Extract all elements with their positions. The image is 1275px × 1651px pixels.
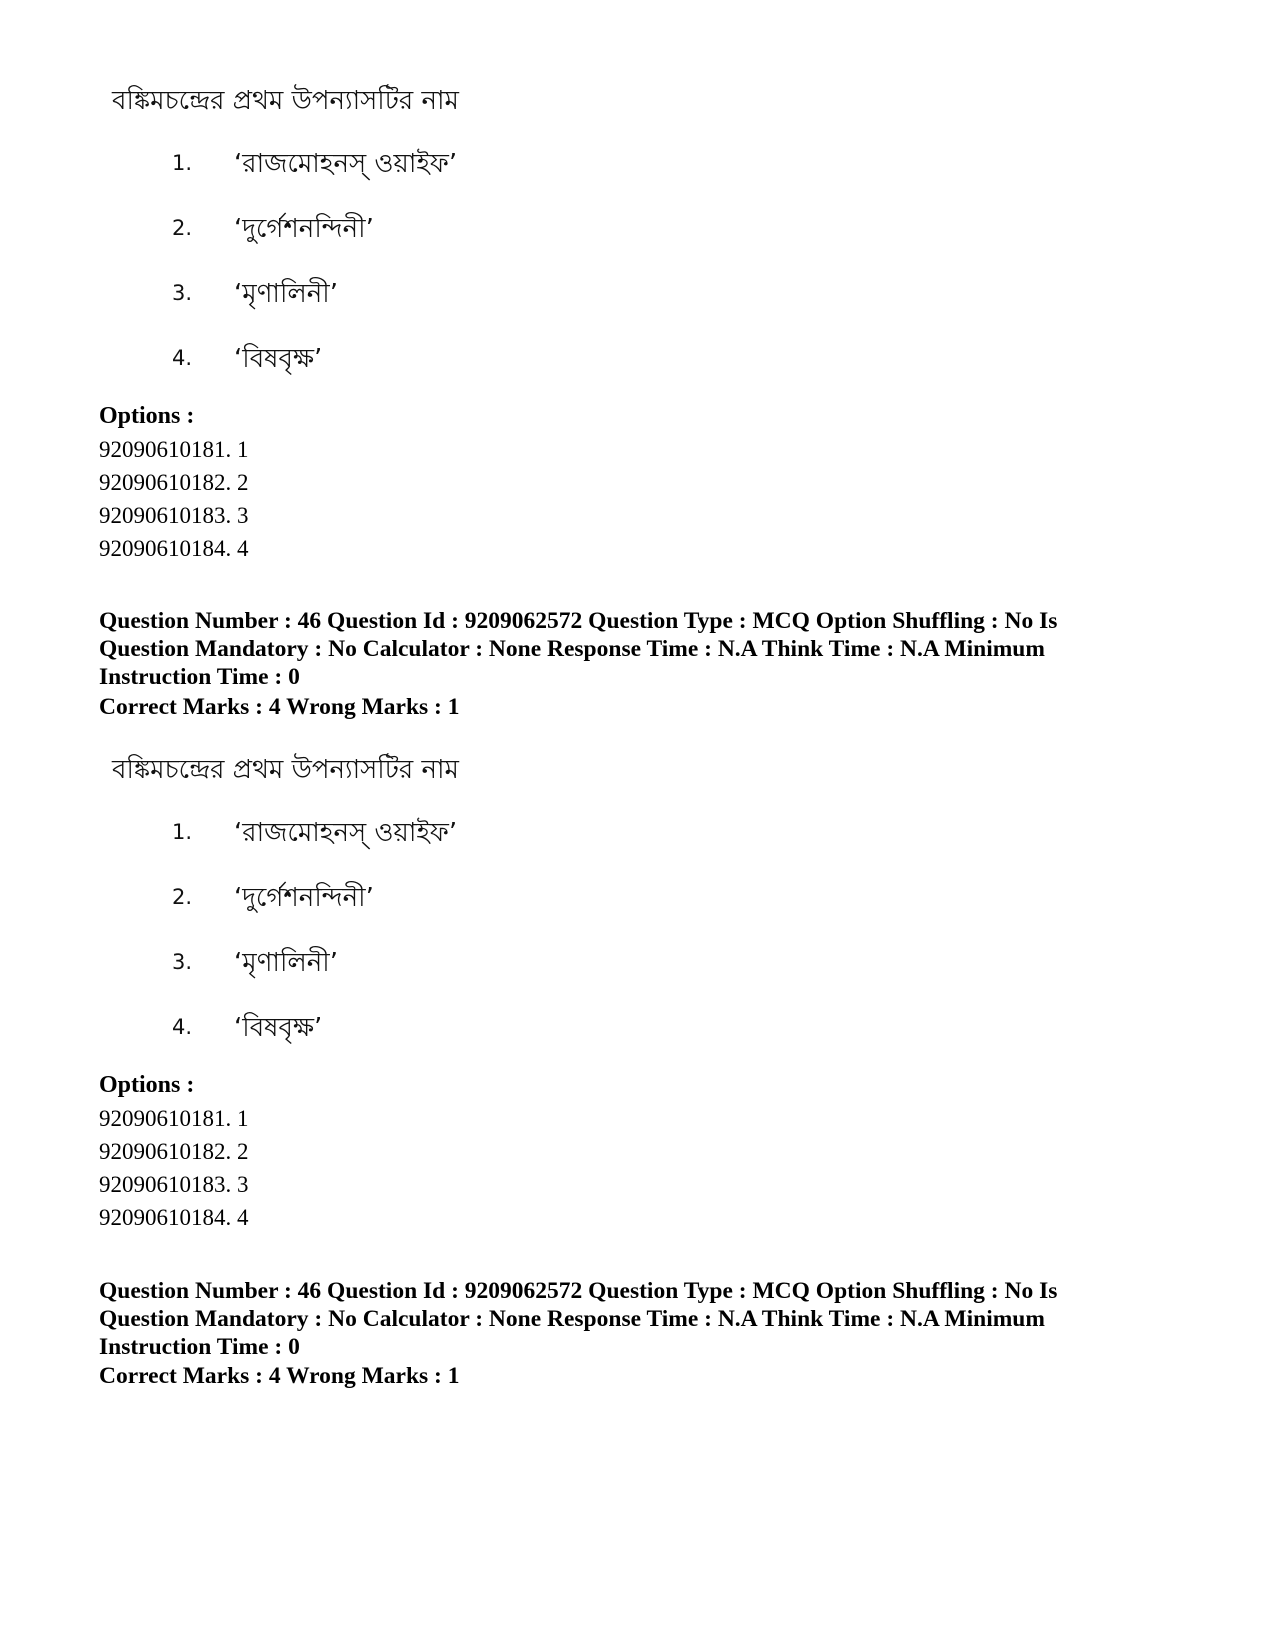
option-line: 92090610183. 3 xyxy=(99,1172,249,1197)
option-line: 92090610182. 2 xyxy=(99,470,249,495)
options-label: Options : xyxy=(99,1072,195,1098)
item-text: ‘মৃণালিনী’ xyxy=(234,279,338,309)
item-text: ‘দুর্গেশনন্দিনী’ xyxy=(234,214,374,244)
item-number: 4. xyxy=(172,346,193,370)
item-text: ‘দুর্গেশনন্দিনী’ xyxy=(234,883,374,913)
item-text: ‘রাজমোহনস্ ওয়াইফ’ xyxy=(234,818,458,848)
question-meta xyxy=(99,1277,1189,1361)
options-label: Options : xyxy=(99,403,195,429)
item-number: 4. xyxy=(172,1015,193,1039)
item-number: 2. xyxy=(172,885,193,909)
marks-line: Correct Marks : 4 Wrong Marks : 1 xyxy=(99,694,460,720)
meta-line: Instruction Time : 0 xyxy=(99,1334,300,1360)
meta-line: Question Mandatory : No Calculator : None Response Time : N.A Think Time : N.A Minimum xyxy=(99,1306,1045,1332)
meta-line: Question Number : 46 Question Id : 9209062572 Question Type : MCQ Option Shuffling : No Is xyxy=(99,608,1058,634)
question-meta xyxy=(99,607,1189,691)
item-text: ‘মৃণালিনী’ xyxy=(234,948,338,978)
item-text: ‘বিষবৃক্ষ’ xyxy=(234,1013,323,1043)
meta-line: Instruction Time : 0 xyxy=(99,664,300,690)
item-text: ‘রাজমোহনস্ ওয়াইফ’ xyxy=(234,149,458,179)
option-line: 92090610184. 4 xyxy=(99,536,249,561)
option-line: 92090610181. 1 xyxy=(99,1106,249,1131)
item-number: 1. xyxy=(172,820,193,844)
option-line: 92090610184. 4 xyxy=(99,1205,249,1230)
item-number: 3. xyxy=(172,281,193,305)
question-stem: বঙ্কিমচন্দ্রের প্রথম উপন্যাসটির নাম xyxy=(112,86,459,116)
option-line: 92090610182. 2 xyxy=(99,1139,249,1164)
item-number: 2. xyxy=(172,216,193,240)
meta-line: Question Number : 46 Question Id : 9209062572 Question Type : MCQ Option Shuffling : No Is xyxy=(99,1278,1058,1304)
option-line: 92090610181. 1 xyxy=(99,437,249,462)
item-number: 1. xyxy=(172,151,193,175)
question-stem: বঙ্কিমচন্দ্রের প্রথম উপন্যাসটির নাম xyxy=(112,755,459,785)
marks-line: Correct Marks : 4 Wrong Marks : 1 xyxy=(99,1363,460,1389)
item-text: ‘বিষবৃক্ষ’ xyxy=(234,344,323,374)
meta-line: Question Mandatory : No Calculator : None Response Time : N.A Think Time : N.A Minimum xyxy=(99,636,1045,662)
option-line: 92090610183. 3 xyxy=(99,503,249,528)
item-number: 3. xyxy=(172,950,193,974)
